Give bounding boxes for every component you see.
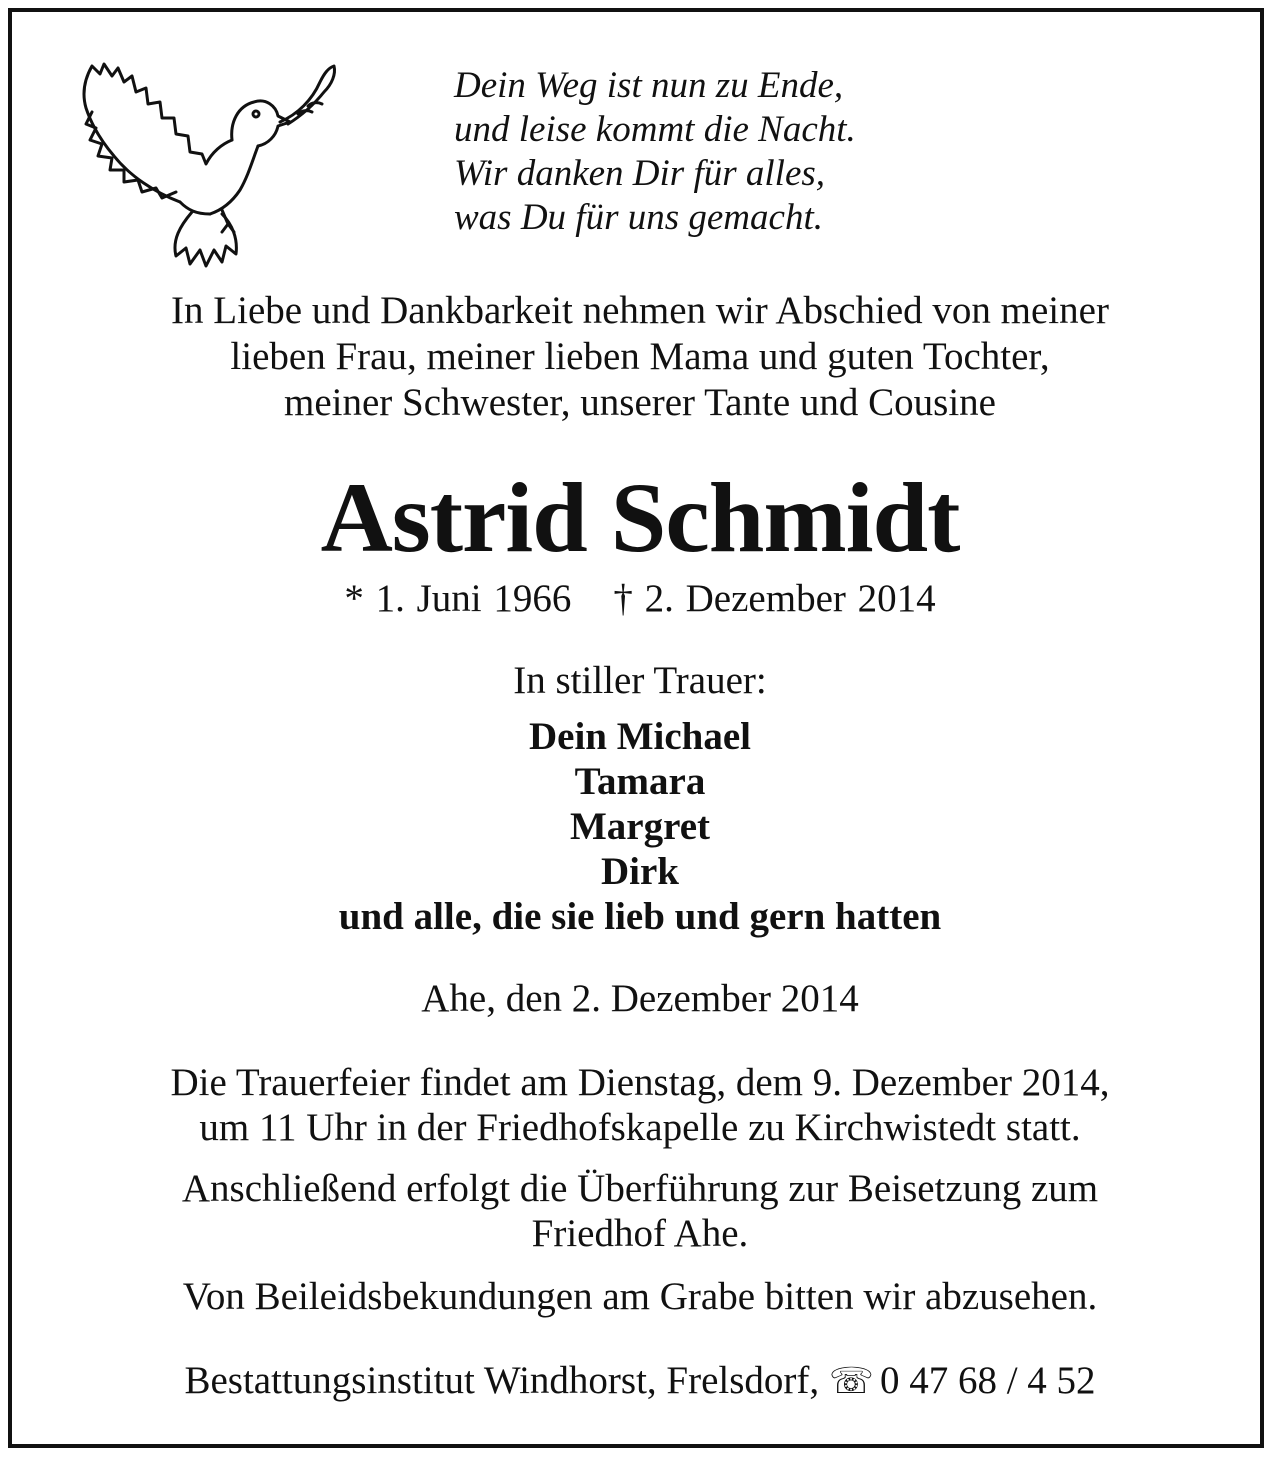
intro-line: meiner Schwester, unserer Tante und Cousine bbox=[284, 381, 996, 424]
poem-line: und leise kommt die Nacht. bbox=[454, 109, 856, 150]
intro-text bbox=[0, 288, 1280, 426]
mourner-name: Margret bbox=[569, 805, 711, 848]
undertaker-name: Bestattungsinstitut Windhorst, Frelsdorf, bbox=[184, 1359, 820, 1402]
transfer-line: Anschließend erfolgt die Überführung zur Beisetzung zum bbox=[181, 1167, 1099, 1210]
intro-line: In Liebe und Dankbarkeit nehmen wir Abschied von meiner bbox=[171, 289, 1109, 332]
poem bbox=[454, 64, 856, 240]
condolence-note: Von Beileidsbekundungen am Grabe bitten wir abzusehen. bbox=[182, 1275, 1098, 1318]
mourner-name: Dein Michael bbox=[528, 715, 752, 758]
mourning-label: In stiller Trauer: bbox=[513, 659, 767, 702]
ceremony-info bbox=[0, 1060, 1280, 1150]
dove-icon bbox=[72, 52, 340, 274]
ceremony-line: um 11 Uhr in der Friedhofskapelle zu Kirchwistedt statt. bbox=[199, 1106, 1081, 1149]
poem-line: was Du für uns gemacht. bbox=[454, 197, 823, 238]
undertaker-info bbox=[0, 1356, 1280, 1407]
birth-date: * 1. Juni 1966 bbox=[344, 577, 572, 620]
telephone-icon: ☏ bbox=[828, 1361, 874, 1402]
place-date: Ahe, den 2. Dezember 2014 bbox=[421, 977, 859, 1020]
intro-line: lieben Frau, meiner lieben Mama und guten Tochter, bbox=[230, 335, 1050, 378]
transfer-line: Friedhof Ahe. bbox=[531, 1212, 749, 1255]
death-date: † 2. Dezember 2014 bbox=[613, 577, 936, 620]
mourner-name: Tamara bbox=[574, 760, 706, 803]
phone-number: 0 47 68 / 4 52 bbox=[879, 1359, 1096, 1402]
life-dates bbox=[0, 574, 1280, 624]
poem-line: Wir danken Dir für alles, bbox=[454, 153, 826, 194]
mourner-name: und alle, die sie lieb und gern hatten bbox=[338, 895, 942, 938]
mourner-name: Dirk bbox=[601, 850, 679, 893]
deceased-name: Astrid Schmidt bbox=[320, 462, 960, 573]
transfer-info bbox=[0, 1166, 1280, 1256]
mourners-list bbox=[0, 714, 1280, 939]
poem-line: Dein Weg ist nun zu Ende, bbox=[454, 65, 844, 106]
ceremony-line: Die Trauerfeier findet am Dienstag, dem 9. Dezember 2014, bbox=[170, 1061, 1110, 1104]
